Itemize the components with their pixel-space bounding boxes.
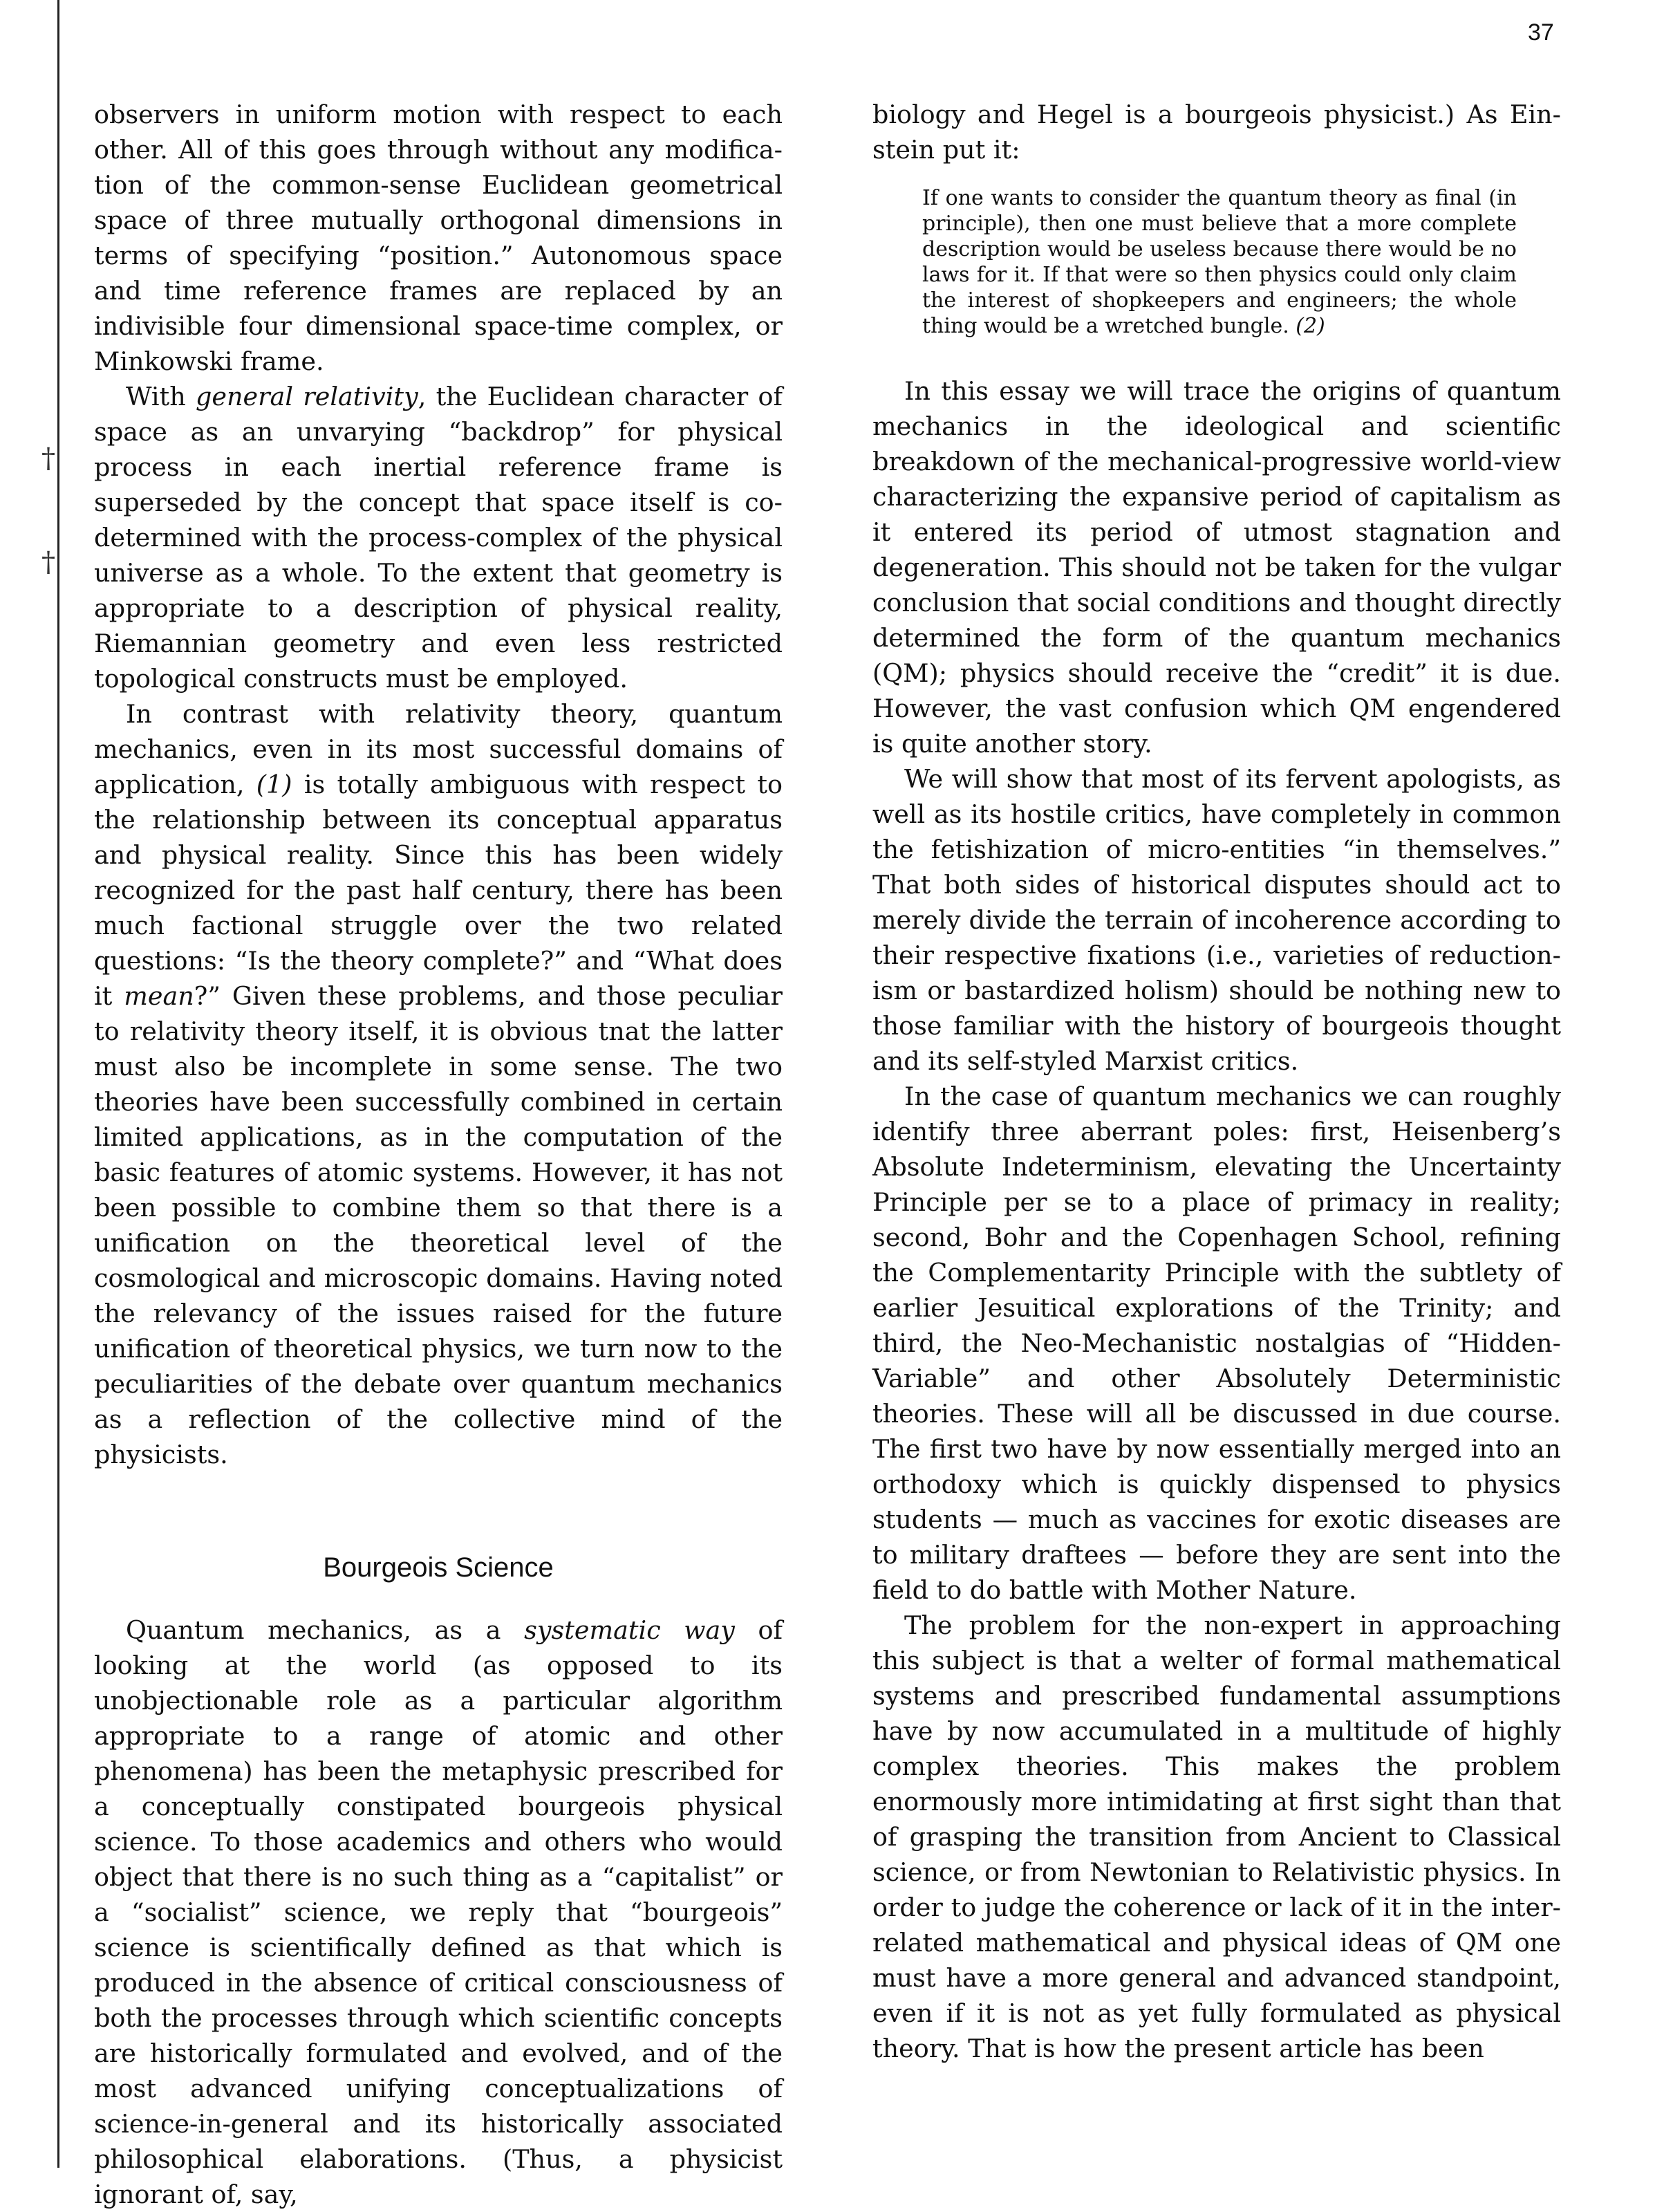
binding-edge-line: [57, 0, 59, 2168]
einstein-quote: If one wants to consider the quantum theory as final (in principle), then one must believe that a more complete description would be useless because there would be no laws for it. If that were so then physics could only claim the interest of shopkeepers and engineers; the whole thing would be a wretched bungle. (2): [922, 186, 1517, 338]
paragraph: observers in uniform motion with respect to each other. All of this goes through without any modification of the common-sense Euclidean geometrical space of three mutually orthogonal dimensions in terms of specifying “position.” Autonomous space and time reference frames are replaced by an indivisible four dimensional space-time complex, or Minkowski frame.: [94, 100, 783, 376]
paragraph: In the case of quantum mechanics we can roughly identify three aberrant poles: first, Heisenberg’s Absolute Indeterminism, elevating the Uncertainty Principle per se to a place of primacy in reality; second, Bohr and the Copenhagen School, refining the Complementarity Principle with the subtlety of earlier Jesuitical explorations of the Trinity; and third, the Neo-Mechanistic nostalgias of “Hidden-Variable” and other Absolutely Deterministic theories. These will all be discussed in due course. The first two have by now essentially merged into an orthodoxy which is quickly dispensed to physics students — much as vaccines for exotic diseases are to military draftees — before they are sent into the field to do battle with Mother Nature.: [872, 1081, 1561, 1605]
paragraph: We will show that most of its fervent apologists, as well as its hostile critics, have completely in common the fetishization of micro-entities “in themselves.” That both sides of historical disputes should act to merely divide the terrain of incoherence according to their respective fixations (i.e., varieties of reductionism or bastardized holism) should be nothing new to those familiar with the history of bourgeois thought and its self-styled Marxist critics.: [872, 764, 1561, 1076]
section-heading: Bourgeois Science: [323, 1552, 554, 1583]
margin-mark: †: [41, 546, 55, 578]
paragraph: biology and Hegel is a bourgeois physicist.) As Einstein put it:: [872, 100, 1561, 165]
paragraph: With general relativity, the Euclidean character of space as an unvarying “backdrop” for physical process in each inertial reference frame is superseded by the concept that space itself is co-determined with the process-complex of the physical universe as a whole. To the extent that geometry is appropriate to a description of physical reality, Riemannian geometry and even less restricted topological constructs must be employed.: [94, 382, 783, 694]
spacer: [872, 339, 1561, 373]
paragraph: The problem for the non-expert in approaching this subject is that a welter of formal mathematical systems and prescribed fundamental assumptions have by now accumulated in a multitude of highly complex theories. This makes the problem enormously more intimidating at first sight than that of grasping the transition from Ancient to Classical science, or from Newtonian to Relativistic physics. In order to judge the coherence or lack of it in the interrelated mathematical and physical ideas of QM one must have a more general and advanced standpoint, even if it is not as yet fully formulated as physical theory. That is how the present article has been: [872, 1610, 1561, 2063]
paragraph: In contrast with relativity theory, quantum mechanics, even in its most successful domains of application, (1) is totally ambiguous with respect to the relationship between its conceptual apparatus and physical reality. Since this has been widely recognized for the past half century, there has been much factional struggle over the two related questions: “Is the theory complete?” and “What does it mean?” Given these problems, and those peculiar to relativity theory itself, it is obvious tnat the latter must also be incomplete in some sense. The two theories have been successfully combined in certain limited applications, as in the computation of the basic features of atomic systems. However, it has not been possible to combine them so that there is a unification on the theoretical level of the cosmological and microscopic domains. Having noted the relevancy of the issues raised for the future unification of theoretical physics, we turn now to the peculiarities of the debate over quantum mechanics as a reflection of the collective mind of the physicists.: [94, 699, 783, 1469]
right-column: [872, 97, 1561, 2066]
paragraph: In this essay we will trace the origins of quantum mechanics in the ideological and scientific breakdown of the mechanical-progressive world-view characterizing the expansive period of capitalism as it entered its period of utmost stagnation and degeneration. This should not be taken for the vulgar conclusion that social conditions and thought directly determined the form of the quantum mechanics (QM); physics should receive the “credit” it is due. However, the vast confusion which QM engendered is quite another story.: [872, 376, 1561, 759]
paragraph: Quantum mechanics, as a systematic way of looking at the world (as opposed to its unobjectionable role as a particular algorithm appropriate to a range of atomic and other phenomena) has been the metaphysic prescribed for a conceptually constipated bourgeois physical science. To those academics and others who would object that there is no such thing as a “capitalist” or a “socialist” science, we reply that “bourgeois” science is scientifically defined as that which is produced in the absence of critical consciousness of both the processes through which scientific concepts are historically formulated and evolved, and of the most advanced unifying conceptualizations of science-in-general and its historically associated philosophical elaborations. (Thus, a physicist ignorant of, say,: [94, 1615, 783, 2209]
left-column: [94, 97, 783, 2212]
margin-mark: †: [41, 443, 55, 474]
page-number: 37: [1528, 19, 1554, 46]
reference-number: (1): [256, 770, 292, 799]
reference-number: (2): [1296, 314, 1325, 338]
